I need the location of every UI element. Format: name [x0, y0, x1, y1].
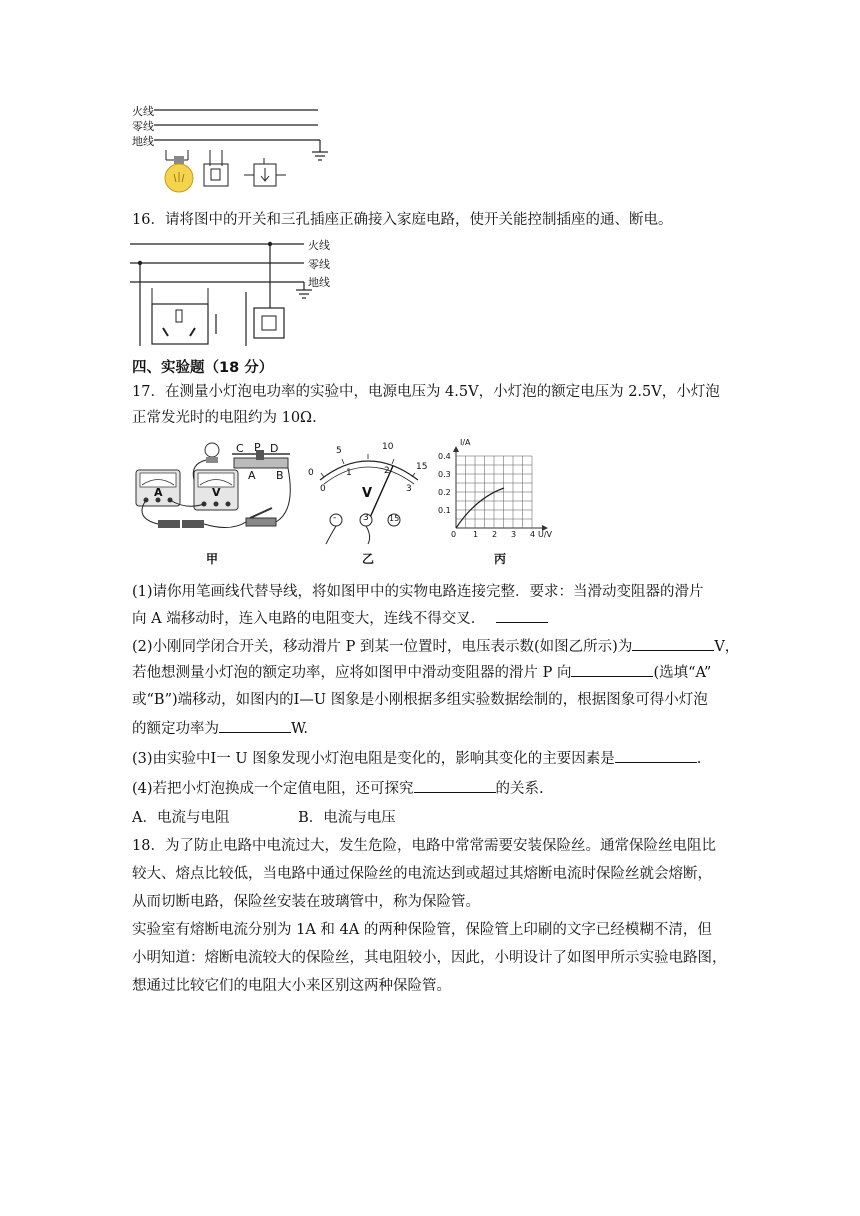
terminal-label-p: P: [254, 441, 261, 454]
graph-xtick-4: 4: [530, 530, 536, 539]
figure-q15-circuit: [130, 98, 330, 198]
label-live-wire: 火线: [308, 239, 330, 252]
figure-bing-iu-graph: [436, 438, 556, 544]
q17-part4-text: (4)若把小灯泡换成一个定值电阻，还可探究: [132, 781, 414, 797]
figure-q16-circuit: [128, 236, 348, 350]
three-pin-socket-icon: [152, 288, 208, 344]
question-18-line1: 18．为了防止电路中电流过大，发生危险，电路中常常需要安装保险丝。通常保险丝电阻比: [132, 838, 716, 854]
figure-caption-yi: 乙: [362, 552, 375, 566]
terminal-15: 15: [389, 514, 400, 523]
q17-options: [132, 808, 396, 828]
q17-part2-line4-text: 的额定功率为: [132, 721, 219, 737]
q17-part3: [132, 748, 701, 769]
q17-part3-text: (3)由实验中I一 U 图象发现小灯泡电阻是变化的，影响其变化的主要因素是: [132, 751, 615, 767]
answer-blank-1[interactable]: [496, 608, 548, 623]
option-b[interactable]: B．电流与电压: [298, 810, 396, 826]
dial-top-0: 0: [308, 468, 314, 478]
q17-part3-end: .: [696, 751, 702, 767]
graph-ylabel: I/A: [460, 438, 471, 447]
answer-blank-direction[interactable]: [571, 662, 653, 677]
dial-unit: V: [362, 486, 373, 501]
figure-caption-jia: 甲: [206, 552, 219, 566]
answer-blank-factor[interactable]: [615, 748, 697, 763]
graph-xtick-3: 3: [511, 530, 517, 539]
q17-part2-line4-unit: W.: [291, 721, 308, 737]
terminal-3: 3: [363, 513, 369, 523]
terminal-label-d: D: [270, 442, 279, 455]
q17-part4: [132, 778, 544, 799]
figure-jia-physical-circuit: [130, 440, 300, 540]
dial-bottom-0: 0: [320, 484, 326, 494]
dial-bottom-1: 1: [346, 468, 352, 478]
q17-part1-line1: (1)请你用笔画线代替导线，将如图甲中的实物电路连接完整．要求：当滑动变阻器的滑片: [132, 584, 704, 600]
circuit-diagram-q16: [128, 236, 348, 350]
q17-part1-line2-text: 向 A 端移动时，连入电路的电阻变大，连线不得交叉．: [132, 611, 486, 627]
q17-part2-line4: [132, 718, 308, 739]
question-17-line1: 17．在测量小灯泡电功率的实验中，电源电压为 4.5V，小灯泡的额定电压为 2.5V，小灯泡: [132, 384, 720, 400]
q17-part2-line1: [132, 636, 739, 657]
answer-blank-power[interactable]: [219, 718, 291, 733]
light-bulb-icon: [165, 150, 193, 192]
question-18-line2: 较大、熔点比较低，当电路中通过保险丝的电流达到或超过其熔断电流时保险丝就会熔断，: [132, 866, 712, 882]
question-18-line4: 实验室有熔断电流分别为 1A 和 4A 的两种保险管，保险管上印刷的文字已经模糊不清，但: [132, 922, 712, 938]
q17-part2-line2-option: (选填“A”: [653, 665, 712, 681]
q17-part2-line3: 或“B”)端移动，如图内的I—U 图象是小刚根据多组实验数据绘制的，根据图象可得小灯泡: [132, 692, 708, 708]
q17-part2-line2: [132, 662, 711, 683]
figure-caption-bing: 丙: [494, 552, 507, 566]
graph-xtick-1: 1: [473, 530, 479, 539]
q17-part2-line2-text: 若他想测量小灯泡的额定功率，应将如图甲中滑动变阻器的滑片 P 向: [132, 665, 572, 681]
question-17-line2: 正常发光时的电阻约为 10Ω.: [132, 410, 317, 426]
iu-curve: [456, 488, 504, 528]
circuit-diagram-q15: [130, 98, 330, 198]
q17-part1-line2: [132, 608, 548, 629]
option-a[interactable]: A．电流与电阻: [132, 810, 230, 826]
answer-blank-voltage[interactable]: [632, 636, 714, 651]
light-bulb-icon: [205, 443, 219, 463]
q17-part2-line1-unit: V，: [714, 639, 740, 655]
switch-icon: [204, 150, 228, 186]
label-neutral-wire: 零线: [308, 258, 330, 271]
q17-part4-end: 的关系.: [495, 781, 544, 797]
graph-ytick-01: 0.1: [438, 506, 451, 515]
battery-icon: [158, 520, 204, 528]
dial-bottom-2: 2: [384, 466, 390, 476]
terminal-label-a: A: [248, 469, 256, 482]
section-heading: 四、实验题（18 分）: [132, 360, 274, 376]
label-live-wire: 火线: [132, 105, 154, 118]
graph-xtick-0: 0: [451, 530, 457, 539]
question-16-text: 16．请将图中的开关和三孔插座正确接入家庭电路，使开关能控制插座的通、断电。: [132, 212, 673, 228]
terminal-label-c: C: [236, 442, 244, 455]
fuse-icon: [244, 158, 286, 186]
label-neutral-wire: 零线: [132, 120, 154, 133]
ammeter-label: A: [154, 486, 163, 499]
question-18-line6: 想通过比较它们的电阻大小来区别这两种保险管。: [132, 978, 451, 994]
label-ground-wire: 地线: [132, 135, 154, 148]
graph-ytick-02: 0.2: [438, 488, 451, 497]
dial-top-5: 5: [336, 446, 342, 456]
dial-bottom-3: 3: [406, 484, 412, 494]
figure-yi-voltmeter-dial: [306, 440, 436, 546]
q17-part2-line1-text: (2)小刚同学闭合开关，移动滑片 P 到某一位置时，电压表示数(如图乙所示)为: [132, 639, 633, 655]
label-ground-wire: 地线: [308, 276, 330, 289]
switch-icon: [254, 308, 284, 338]
switch-icon: [246, 508, 276, 526]
graph-ytick-04: 0.4: [438, 452, 451, 461]
dial-top-15: 15: [416, 462, 428, 472]
graph-xtick-2: 2: [492, 530, 498, 539]
graph-xlabel: U/V: [538, 530, 553, 539]
question-18-line3: 从而切断电路，保险丝安装在玻璃管中，称为保险管。: [132, 894, 480, 910]
graph-ytick-03: 0.3: [438, 470, 451, 479]
dial-top-10: 10: [382, 442, 394, 452]
answer-blank-relation[interactable]: [414, 778, 496, 793]
question-18-line5: 小明知道：熔断电流较大的保险丝，其电阻较小，因此，小明设计了如图甲所示实验电路图，: [132, 950, 727, 966]
terminal-minus: -: [333, 513, 337, 523]
voltmeter-label: V: [212, 486, 221, 499]
terminal-label-b: B: [276, 469, 284, 482]
